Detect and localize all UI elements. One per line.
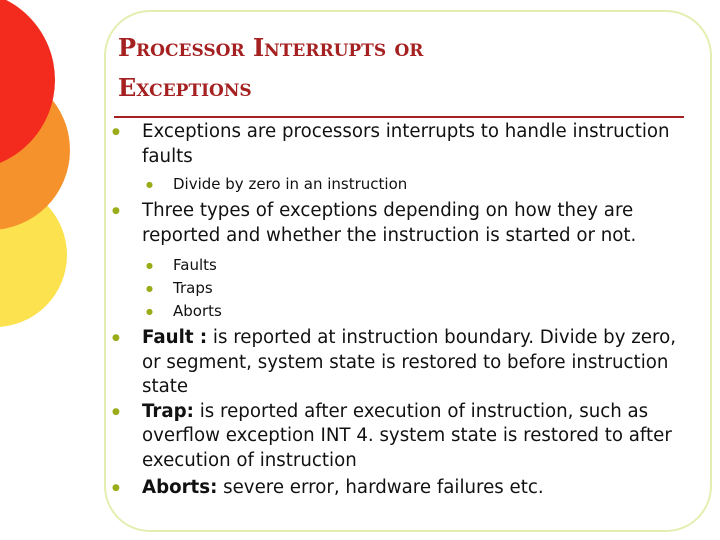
title-line-1: Processor Interrupts or xyxy=(118,33,424,62)
bullet-dot-icon: ● xyxy=(112,406,120,417)
bullet-text: Exceptions are processors interrupts to handle instruction faults xyxy=(142,121,670,167)
sub-bullet-text: Traps xyxy=(173,279,213,297)
sub-bullet-text: Aborts xyxy=(173,302,222,320)
bullet-dot-icon: ● xyxy=(112,206,120,216)
title-line-2: Exceptions xyxy=(118,73,252,102)
bullet-text: is reported after execution of instruction, such as overflow exception INT 4. system state is restored to after execution of instruction xyxy=(142,400,672,471)
bullet-term: Aborts: xyxy=(142,477,218,498)
bullet-item xyxy=(112,400,692,474)
bullet-term: Trap: xyxy=(142,400,194,422)
sub-bullet-text: Divide by zero in an instruction xyxy=(173,175,408,193)
sub-bullet-item xyxy=(112,300,692,323)
bullet-item xyxy=(112,476,692,501)
bullet-term: Fault : xyxy=(142,327,208,348)
bullet-dot-icon: ● xyxy=(146,261,153,270)
bullet-dot-icon: ● xyxy=(146,284,153,293)
sub-bullet-item xyxy=(112,173,692,196)
bullet-item xyxy=(112,120,692,169)
bullet-text: severe error, hardware failures etc. xyxy=(217,477,544,498)
bullet-dot-icon: ● xyxy=(146,307,153,316)
sub-bullet-item xyxy=(112,254,692,277)
slide-title xyxy=(118,28,638,108)
bullet-item xyxy=(112,326,692,400)
bullet-dot-icon: ● xyxy=(112,127,120,137)
sub-bullet-text: Faults xyxy=(173,256,217,274)
bullet-dot-icon: ● xyxy=(112,333,120,343)
bullet-dot-icon: ● xyxy=(146,180,153,189)
bullet-text: is reported at instruction boundary. Divide by zero, or segment, system state is restored to before instruction state xyxy=(142,327,676,397)
title-underline xyxy=(114,116,684,118)
bullet-list xyxy=(112,120,692,501)
bullet-item xyxy=(112,199,692,248)
sub-bullet-item xyxy=(112,277,692,300)
bullet-dot-icon: ● xyxy=(112,483,120,493)
bullet-text: Three types of exceptions depending on how they are reported and whether the instruction is started or not. xyxy=(142,200,637,246)
